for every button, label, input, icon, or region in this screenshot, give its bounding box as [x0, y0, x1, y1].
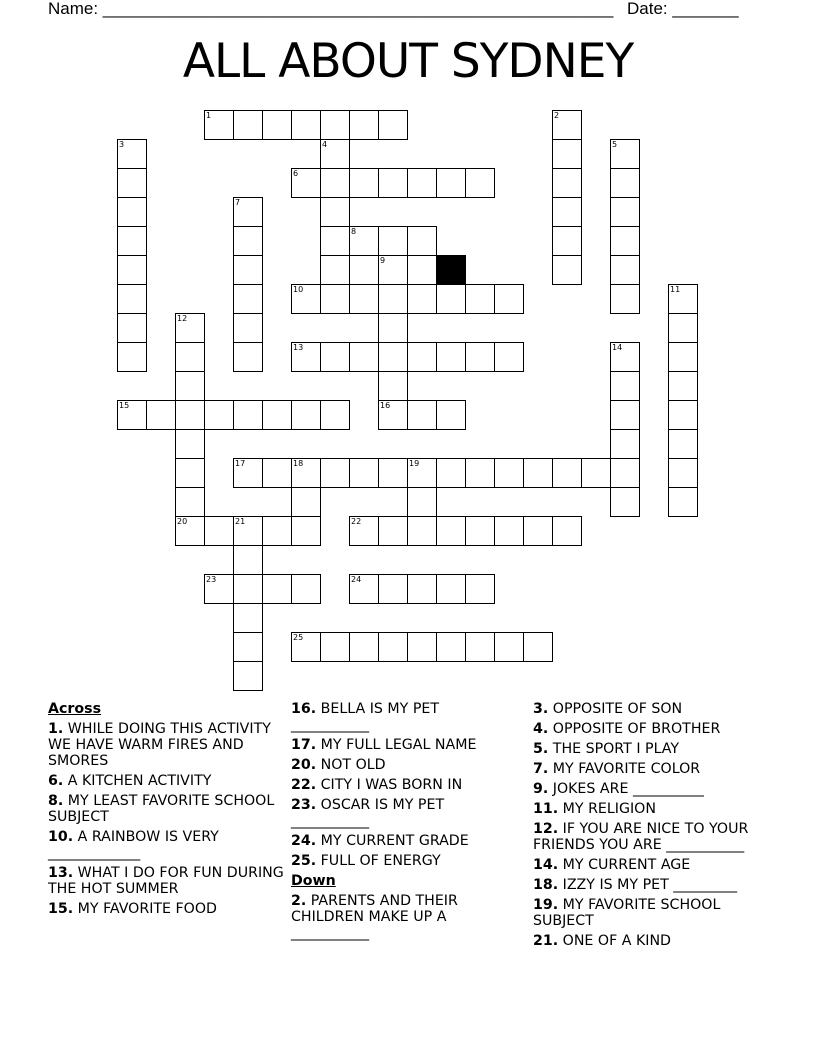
grid-cell[interactable] [234, 400, 263, 430]
clue-number-label: 11. [533, 801, 559, 817]
grid-cell[interactable] [320, 198, 350, 227]
grid-cell[interactable] [233, 197, 263, 227]
clue-number-label: 1. [48, 721, 64, 737]
grid-cell[interactable] [611, 459, 640, 488]
grid-cell[interactable] [408, 168, 437, 198]
clues-column-3 [533, 701, 773, 953]
grid-cell[interactable] [379, 632, 408, 662]
clue-number-label: 4. [533, 721, 549, 737]
grid-cell[interactable] [466, 168, 495, 198]
grid-cell[interactable] [668, 401, 698, 430]
grid-cell[interactable] [552, 110, 582, 140]
grid-cell[interactable] [205, 516, 234, 546]
grid-cell[interactable] [291, 632, 321, 662]
grid-cell[interactable] [610, 227, 640, 256]
clue-item [48, 901, 288, 917]
grid-cell[interactable] [321, 342, 350, 372]
grid-cell[interactable] [437, 168, 466, 198]
grid-cell[interactable] [350, 168, 379, 198]
clue-number: 16 [380, 401, 391, 410]
clue-text: MY CURRENT GRADE [316, 833, 469, 849]
clue-number-label: 19. [533, 897, 559, 913]
grid-cell[interactable] [321, 632, 350, 662]
grid-cell[interactable] [234, 110, 263, 140]
clue-number-label: 21. [533, 933, 559, 949]
clue-number-label: 20. [291, 757, 317, 773]
clue-item [533, 701, 773, 717]
grid-cell[interactable] [233, 633, 263, 662]
grid-cell[interactable] [350, 226, 379, 256]
grid-cell[interactable] [610, 139, 640, 169]
clue-text: OSCAR IS MY PET ___________ [291, 797, 445, 829]
grid-cell[interactable] [553, 458, 582, 488]
clue-number: 6 [293, 169, 299, 178]
grid-cell[interactable] [175, 459, 205, 488]
clue-number-label: 22. [291, 777, 317, 793]
grid-cell[interactable] [292, 110, 321, 140]
grid-cell[interactable] [466, 574, 495, 604]
clue-number: 23 [206, 575, 217, 584]
grid-cell[interactable] [495, 342, 524, 372]
grid-cell[interactable] [610, 169, 640, 198]
clue-text: MY RELIGION [558, 801, 656, 817]
clue-number: 14 [612, 343, 623, 352]
across-clue-list-continued [291, 701, 491, 869]
grid-cell[interactable] [350, 458, 379, 488]
clue-text: JOKES ARE __________ [548, 781, 704, 797]
grid-cell[interactable] [495, 458, 524, 488]
clues-column-2 [291, 701, 491, 945]
clue-text: MY FAVORITE SCHOOL SUBJECT [533, 897, 721, 929]
clue-number-label: 3. [533, 701, 549, 717]
grid-cell[interactable] [117, 400, 147, 430]
grid-cell[interactable] [668, 488, 698, 517]
grid-cell[interactable] [466, 284, 495, 314]
grid-cell[interactable] [437, 400, 466, 430]
grid-cell[interactable] [668, 459, 698, 488]
clue-item [533, 781, 773, 797]
clue-number-label: 18. [533, 877, 559, 893]
grid-cell[interactable] [408, 400, 437, 430]
grid-cell[interactable] [552, 198, 582, 227]
clue-item [533, 877, 773, 893]
grid-cell[interactable] [117, 256, 147, 285]
grid-cell[interactable] [552, 169, 582, 198]
grid-cell[interactable] [437, 574, 466, 604]
grid-cell[interactable] [379, 285, 408, 314]
clue-number: 10 [293, 285, 304, 294]
grid-cell[interactable] [379, 574, 408, 604]
grid-cell[interactable] [610, 372, 640, 401]
grid-cell[interactable] [233, 314, 263, 343]
grid-cell[interactable] [117, 343, 147, 372]
clue-item [291, 833, 491, 849]
grid-cell[interactable] [552, 256, 582, 285]
grid-cell[interactable] [610, 488, 640, 517]
clue-number: 8 [351, 227, 357, 236]
grid-cell[interactable] [378, 256, 408, 285]
clue-item [291, 757, 491, 773]
grid-cell[interactable] [668, 343, 698, 372]
grid-cell[interactable] [291, 284, 321, 314]
clue-text: IZZY IS MY PET _________ [558, 877, 738, 893]
grid-cell[interactable] [408, 458, 437, 488]
clue-number: 11 [670, 285, 681, 294]
grid-cell[interactable] [117, 314, 147, 343]
clue-number-label: 8. [48, 793, 64, 809]
grid-cell[interactable] [175, 517, 205, 546]
grid-cell[interactable] [437, 516, 466, 546]
grid-cell[interactable] [291, 342, 321, 372]
grid-cell[interactable] [321, 110, 350, 140]
clue-number: 9 [380, 256, 386, 265]
grid-cell[interactable] [378, 401, 408, 430]
grid-cell[interactable] [379, 168, 408, 198]
grid-cell[interactable] [263, 400, 292, 430]
grid-cell[interactable] [437, 632, 466, 662]
grid-cell[interactable] [147, 400, 176, 430]
clue-item [533, 897, 773, 929]
grid-cell[interactable] [263, 458, 292, 488]
grid-cell[interactable] [408, 226, 437, 256]
grid-cell[interactable] [175, 488, 205, 517]
grid-cell[interactable] [552, 227, 582, 256]
clue-number-label: 13. [48, 865, 74, 881]
clue-number-label: 25. [291, 853, 317, 869]
across-clue-list [48, 721, 288, 917]
grid-cell[interactable] [204, 574, 234, 604]
clue-number-label: 16. [291, 701, 317, 717]
down-heading: Down [291, 873, 336, 889]
clue-number-label: 23. [291, 797, 317, 813]
grid-cell[interactable] [495, 632, 524, 662]
grid-cell[interactable] [233, 343, 263, 372]
clue-number: 13 [293, 343, 304, 352]
clue-number: 24 [351, 575, 362, 584]
grid-cell[interactable] [524, 632, 553, 662]
clue-number-label: 17. [291, 737, 317, 753]
page-title: ALL ABOUT SYDNEY [182, 34, 634, 89]
clue-number: 7 [235, 198, 241, 207]
grid-cell[interactable] [117, 227, 147, 256]
clue-number: 25 [293, 633, 304, 642]
grid-cell[interactable] [350, 110, 379, 140]
clue-text: WHILE DOING THIS ACTIVITY WE HAVE WARM FIRES AND SMORES [48, 721, 271, 769]
clue-number: 17 [235, 459, 246, 468]
clues-column-1 [48, 701, 288, 921]
grid-cell[interactable] [292, 574, 321, 604]
clue-number: 15 [119, 401, 130, 410]
grid-cell[interactable] [379, 226, 408, 256]
clue-text: MY LEAST FAVORITE SCHOOL SUBJECT [48, 793, 275, 825]
down-clue-list [291, 893, 491, 941]
clue-text: THE SPORT I PLAY [548, 741, 680, 757]
grid-cell[interactable] [350, 342, 379, 372]
clue-number: 19 [409, 459, 420, 468]
grid-cell[interactable] [233, 604, 263, 633]
grid-cell[interactable] [610, 256, 640, 285]
clue-item [533, 857, 773, 873]
grid-cell[interactable] [320, 140, 350, 169]
grid-cell[interactable] [292, 458, 321, 488]
across-heading: Across [48, 701, 102, 717]
grid-cell[interactable] [668, 314, 698, 343]
black-cell [436, 255, 466, 285]
grid-cell[interactable] [233, 662, 263, 691]
clue-number-label: 5. [533, 741, 549, 757]
clue-text: BELLA IS MY PET ___________ [291, 701, 439, 733]
grid-cell[interactable] [552, 140, 582, 169]
grid-cell[interactable] [233, 256, 263, 285]
grid-cell[interactable] [233, 285, 263, 314]
clue-number-label: 2. [291, 893, 307, 909]
grid-cell[interactable] [379, 343, 408, 372]
grid-cell[interactable] [466, 458, 495, 488]
grid-cell[interactable] [291, 488, 321, 517]
clue-text: IF YOU ARE NICE TO YOUR FRIENDS YOU ARE ___________ [533, 821, 749, 853]
grid-cell[interactable] [668, 430, 698, 459]
grid-cell[interactable] [408, 284, 437, 314]
clue-item [291, 893, 491, 941]
grid-cell[interactable] [175, 372, 205, 401]
clue-item [48, 865, 288, 897]
clue-number: 3 [119, 140, 125, 149]
clue-number-label: 7. [533, 761, 549, 777]
clue-text: OPPOSITE OF SON [548, 701, 683, 717]
grid-cell[interactable] [379, 516, 408, 546]
grid-cell[interactable] [610, 342, 640, 372]
grid-cell[interactable] [495, 284, 524, 314]
grid-cell[interactable] [292, 400, 321, 430]
grid-cell[interactable] [408, 632, 437, 662]
clue-number: 2 [554, 111, 560, 120]
clue-text: CITY I WAS BORN IN [316, 777, 463, 793]
grid-cell[interactable] [378, 372, 408, 401]
clue-text: ONE OF A KIND [558, 933, 671, 949]
date-field-label: Date: _______ [627, 0, 739, 18]
grid-cell[interactable] [466, 342, 495, 372]
grid-cell[interactable] [466, 632, 495, 662]
grid-cell[interactable] [175, 343, 205, 372]
clue-item [533, 721, 773, 737]
grid-cell[interactable] [379, 458, 408, 488]
grid-cell[interactable] [117, 285, 147, 314]
clue-number: 12 [177, 314, 188, 323]
grid-cell[interactable] [291, 168, 321, 198]
grid-cell[interactable] [234, 516, 263, 546]
clue-number: 1 [206, 111, 212, 120]
grid-cell[interactable] [292, 517, 321, 546]
clue-item [48, 721, 288, 769]
clue-number: 5 [612, 140, 618, 149]
grid-cell[interactable] [524, 516, 553, 546]
clue-item [48, 773, 288, 789]
grid-cell[interactable] [233, 458, 263, 488]
grid-cell[interactable] [553, 516, 582, 546]
clue-text: NOT OLD [316, 757, 386, 773]
grid-cell[interactable] [320, 256, 350, 285]
clue-number: 4 [322, 140, 328, 149]
clue-number-label: 12. [533, 821, 559, 837]
clue-number: 22 [351, 517, 362, 526]
grid-cell[interactable] [668, 372, 698, 401]
grid-cell[interactable] [407, 488, 437, 517]
clue-text: A KITCHEN ACTIVITY [63, 773, 212, 789]
clue-text: MY FAVORITE COLOR [548, 761, 701, 777]
grid-cell[interactable] [668, 284, 698, 314]
grid-cell[interactable] [205, 400, 234, 430]
clue-item [291, 777, 491, 793]
grid-cell[interactable] [350, 284, 379, 314]
grid-cell[interactable] [610, 401, 640, 430]
grid-cell[interactable] [263, 110, 292, 140]
grid-cell[interactable] [233, 227, 263, 256]
clue-item [533, 821, 773, 853]
grid-cell[interactable] [349, 516, 379, 546]
clue-number-label: 10. [48, 829, 74, 845]
clue-number-label: 6. [48, 773, 64, 789]
grid-cell[interactable] [321, 169, 350, 198]
clue-number: 21 [235, 517, 246, 526]
grid-cell[interactable] [233, 546, 263, 575]
clue-text: PARENTS AND THEIR CHILDREN MAKE UP A ___________ [291, 893, 458, 941]
clue-item [533, 741, 773, 757]
grid-cell[interactable] [408, 342, 437, 372]
grid-cell[interactable] [350, 632, 379, 662]
grid-cell[interactable] [378, 314, 408, 343]
grid-cell[interactable] [117, 169, 147, 198]
grid-cell[interactable] [263, 574, 292, 604]
grid-cell[interactable] [321, 458, 350, 488]
name-field-label: Name: ______________________________________________________ [48, 0, 614, 18]
down-clue-list-continued [533, 701, 773, 949]
clue-number: 18 [293, 459, 304, 468]
clue-number-label: 14. [533, 857, 559, 873]
clue-number-label: 15. [48, 901, 74, 917]
grid-cell[interactable] [204, 110, 234, 140]
clue-text: OPPOSITE OF BROTHER [548, 721, 721, 737]
clue-text: MY CURRENT AGE [558, 857, 691, 873]
grid-cell[interactable] [610, 285, 640, 314]
grid-cell[interactable] [379, 110, 408, 140]
grid-cell[interactable] [524, 458, 553, 488]
clue-item [533, 933, 773, 949]
grid-cell[interactable] [175, 313, 205, 343]
grid-cell[interactable] [320, 227, 350, 256]
clue-item [533, 801, 773, 817]
clue-item [48, 829, 288, 861]
grid-cell[interactable] [408, 517, 437, 546]
grid-cell[interactable] [117, 139, 147, 169]
clue-item [291, 737, 491, 753]
clue-text: FULL OF ENERGY [316, 853, 441, 869]
grid-cell[interactable] [321, 400, 350, 430]
grid-cell[interactable] [437, 285, 466, 314]
grid-cell[interactable] [117, 198, 147, 227]
grid-cell[interactable] [234, 575, 263, 604]
grid-cell[interactable] [321, 285, 350, 314]
clue-item [48, 793, 288, 825]
grid-cell[interactable] [437, 458, 466, 488]
clue-text: MY FAVORITE FOOD [73, 901, 217, 917]
clue-number-label: 9. [533, 781, 549, 797]
clue-text: MY FULL LEGAL NAME [316, 737, 477, 753]
grid-cell[interactable] [610, 198, 640, 227]
clue-number: 20 [177, 517, 188, 526]
clue-text: WHAT I DO FOR FUN DURING THE HOT SUMMER [48, 865, 284, 897]
grid-cell[interactable] [582, 458, 611, 488]
grid-cell[interactable] [466, 516, 495, 546]
grid-cell[interactable] [610, 430, 640, 459]
clue-text: A RAINBOW IS VERY _____________ [48, 829, 219, 861]
grid-cell[interactable] [175, 430, 205, 459]
grid-cell[interactable] [437, 342, 466, 372]
grid-cell[interactable] [263, 516, 292, 546]
clue-number-label: 24. [291, 833, 317, 849]
clue-item [291, 853, 491, 869]
grid-cell[interactable] [495, 516, 524, 546]
grid-cell[interactable] [408, 574, 437, 604]
clue-item [291, 797, 491, 829]
clue-item [533, 761, 773, 777]
clue-item [291, 701, 491, 733]
grid-cell[interactable] [349, 574, 379, 604]
grid-cell[interactable] [176, 401, 205, 430]
